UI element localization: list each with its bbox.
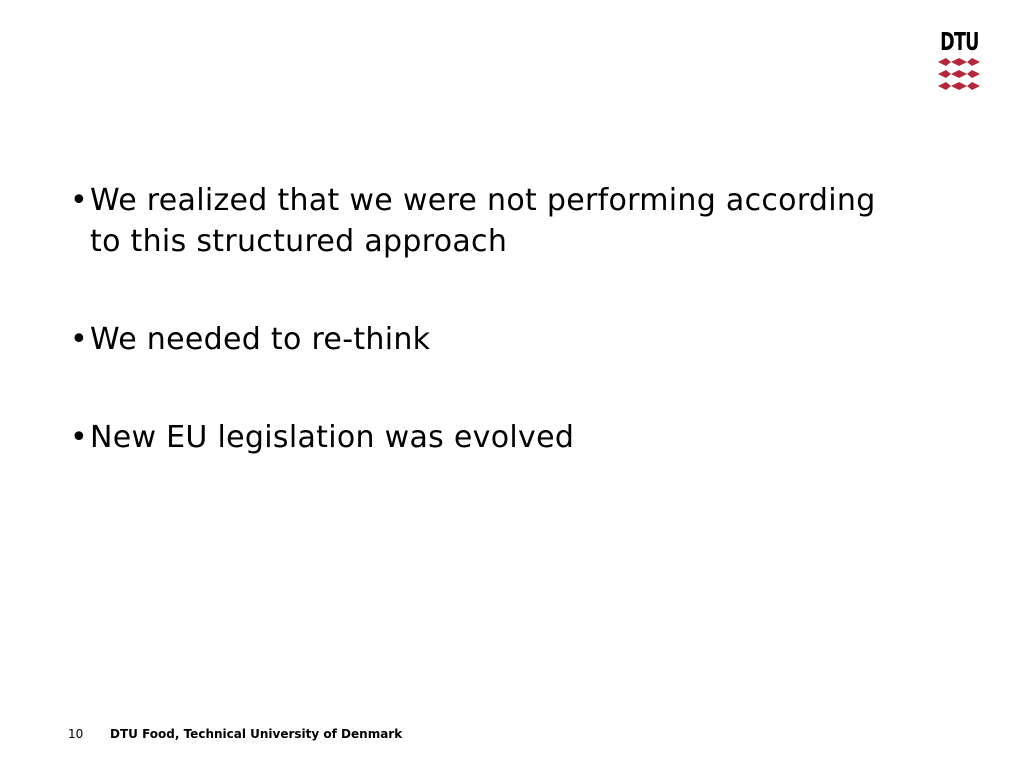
footer-text: DTU Food, Technical University of Denmark (110, 727, 403, 741)
bullet-symbol: • (70, 322, 88, 357)
bullet-text: New EU legislation was evolved (90, 420, 575, 455)
slide-footer (68, 725, 402, 743)
bullet-item (70, 180, 890, 262)
dtu-logo-mark-icon (938, 58, 980, 92)
bullet-symbol: • (70, 420, 88, 455)
bullet-item (70, 417, 890, 458)
bullet-symbol: • (70, 183, 88, 218)
page-number: 10 (68, 727, 84, 741)
bullet-text: We realized that we were not performing according to this structured approach (90, 183, 876, 259)
bullet-item (70, 319, 890, 360)
logo-text: DTU (940, 27, 979, 56)
bullet-text: We needed to re-think (90, 322, 431, 357)
dtu-logo (936, 28, 984, 96)
bullet-list (70, 180, 890, 515)
